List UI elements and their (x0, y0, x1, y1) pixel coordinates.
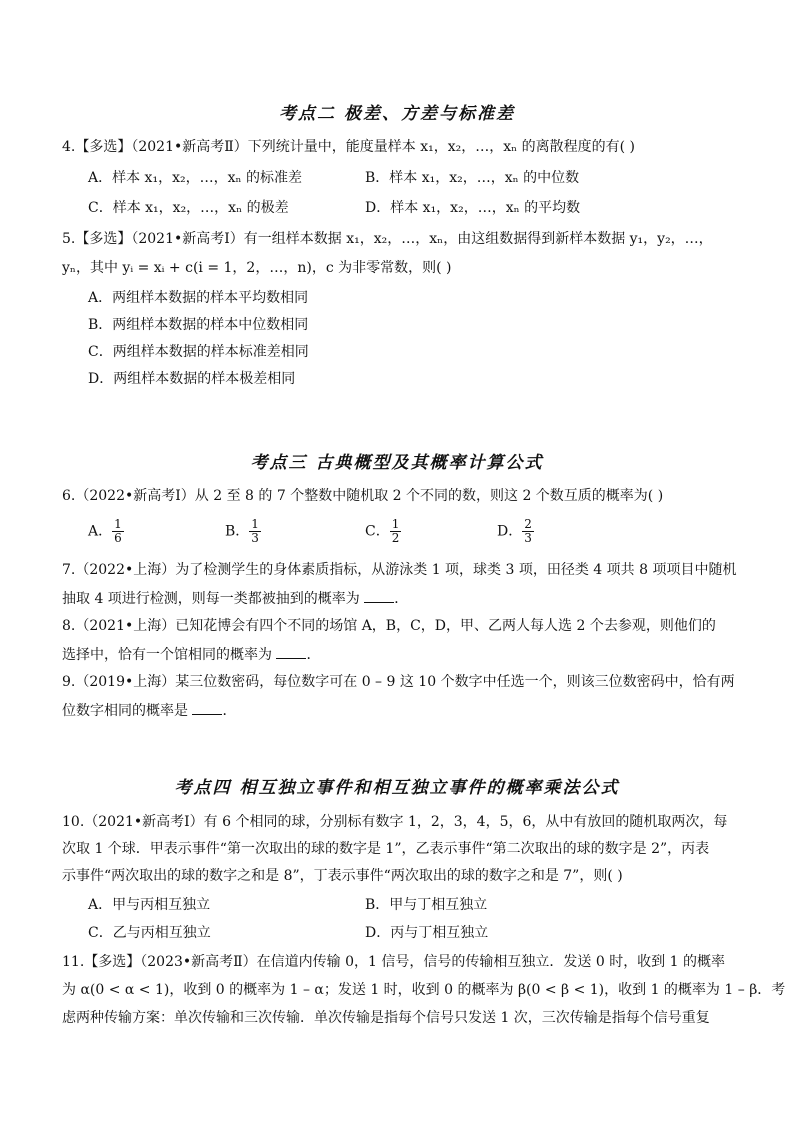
question-5-line-1: 5.【多选】（2021•新高考Ⅰ）有一组样本数据 x₁，x₂，…，xₙ，由这组数据得到新样本数据 y₁，y₂，…， (62, 231, 713, 247)
section-heading-2: 考点二 极差、方差与标准差 (279, 104, 515, 124)
question-10-line-3: 示事件“两次取出的球的数字之和是 8”，丁表示事件“两次取出的球的数字之和是 7”，则( ) (62, 868, 623, 884)
question-10-option-d: D．丙与丁相互独立 (365, 925, 489, 941)
answer-blank (276, 645, 306, 659)
question-6-stem: 6.（2022•新高考Ⅰ）从 2 至 8 的 7 个整数中随机取 2 个不同的数，则这 2 个数互质的概率为( ) (62, 488, 664, 504)
section-heading-4: 考点四 相互独立事件和相互独立事件的概率乘法公式 (174, 778, 620, 798)
numerator: 1 (251, 517, 259, 531)
question-4-stem: 4.【多选】（2021•新高考Ⅱ）下列统计量中，能度量样本 x₁，x₂，…，xₙ 的离散程度的有( ) (62, 139, 636, 155)
question-7-end: ． (394, 591, 409, 607)
denominator: 3 (524, 531, 532, 545)
numerator: 1 (114, 517, 122, 531)
question-8-text: 选择中，恰有一个馆相同的概率为 (62, 647, 272, 663)
question-4-option-c: C．样本 x₁，x₂，…，xₙ 的极差 (88, 200, 289, 216)
question-4-option-d: D．样本 x₁，x₂，…，xₙ 的平均数 (365, 200, 581, 216)
question-6-option-b (225, 518, 261, 545)
question-11-line-1: 11.【多选】（2023•新高考Ⅱ）在信道内传输 0，1 信号，信号的传输相互独立．发送 0 时，收到 1 的概率 (62, 954, 725, 970)
question-10-option-b: B．甲与丁相互独立 (365, 897, 488, 913)
question-5-option-a: A．两组样本数据的样本平均数相同 (88, 290, 309, 306)
question-10-option-c: C．乙与丙相互独立 (88, 925, 211, 941)
question-5-line-2: yₙ，其中 yᵢ = xᵢ + c(i = 1，2，…，n)，c 为非零常数，则( ) (62, 260, 452, 276)
question-5-option-b: B．两组样本数据的样本中位数相同 (88, 317, 309, 333)
option-label: B． (225, 523, 250, 540)
answer-blank (364, 589, 394, 603)
question-4-option-a: A．样本 x₁，x₂，…，xₙ 的标准差 (88, 170, 302, 186)
question-6-option-c (365, 518, 401, 545)
question-7-text: 抽取 4 项进行检测，则每一类都被抽到的概率为 (62, 591, 360, 607)
answer-blank (192, 701, 222, 715)
question-5-option-c: C．两组样本数据的样本标准差相同 (88, 344, 309, 360)
question-10-line-2: 次取 1 个球．甲表示事件“第一次取出的球的数字是 1”，乙表示事件“第二次取出的球的数字是 2”，丙表 (62, 841, 710, 857)
fraction (390, 518, 402, 545)
question-5-option-d: D．两组样本数据的样本极差相同 (88, 371, 296, 387)
question-4-option-b: B．样本 x₁，x₂，…，xₙ 的中位数 (365, 170, 580, 186)
question-9-text: 位数字相同的概率是 (62, 703, 188, 719)
denominator: 3 (251, 531, 259, 545)
question-8-line-2 (62, 645, 320, 664)
question-11-line-2: 为 α(0 < α < 1)，收到 0 的概率为 1 – α；发送 1 时，收到 0 的概率为 β(0 < β < 1)，收到 1 的概率为 1 – β．考 (62, 982, 786, 998)
question-8-end: ． (306, 647, 321, 663)
question-9-line-2 (62, 701, 236, 720)
denominator: 6 (114, 531, 122, 545)
fraction (522, 518, 534, 545)
question-9-line-1: 9.（2019•上海）某三位数密码，每位数字可在 0 – 9 这 10 个数字中任选一个，则该三位数密码中，恰有两 (62, 674, 735, 690)
option-label: D． (497, 523, 523, 540)
fraction (112, 518, 124, 545)
numerator: 2 (524, 517, 532, 531)
question-6-option-a (88, 518, 124, 545)
question-10-option-a: A．甲与丙相互独立 (88, 897, 211, 913)
question-6-option-d (497, 518, 534, 545)
fraction (249, 518, 261, 545)
denominator: 2 (391, 531, 400, 545)
question-11-line-3: 虑两种传输方案：单次传输和三次传输．单次传输是指每个信号只发送 1 次，三次传输是指每个信号重复 (62, 1010, 710, 1026)
question-8-line-1: 8.（2021•上海）已知花博会有四个不同的场馆 A，B，C，D，甲、乙两人每人选 2 个去参观，则他们的 (62, 618, 716, 634)
numerator: 1 (391, 517, 400, 531)
question-7-line-1: 7.（2022•上海）为了检测学生的身体素质指标，从游泳类 1 项，球类 3 项，田径类 4 项共 8 项项目中随机 (62, 562, 737, 578)
option-label: C． (365, 523, 390, 540)
question-9-end: ． (222, 703, 237, 719)
question-7-line-2 (62, 589, 408, 608)
section-heading-3: 考点三 古典概型及其概率计算公式 (250, 453, 544, 473)
question-10-line-1: 10.（2021•新高考Ⅰ）有 6 个相同的球，分别标有数字 1，2，3，4，5，6，从中有放回的随机取两次，每 (62, 814, 728, 830)
option-label: A． (88, 523, 113, 540)
